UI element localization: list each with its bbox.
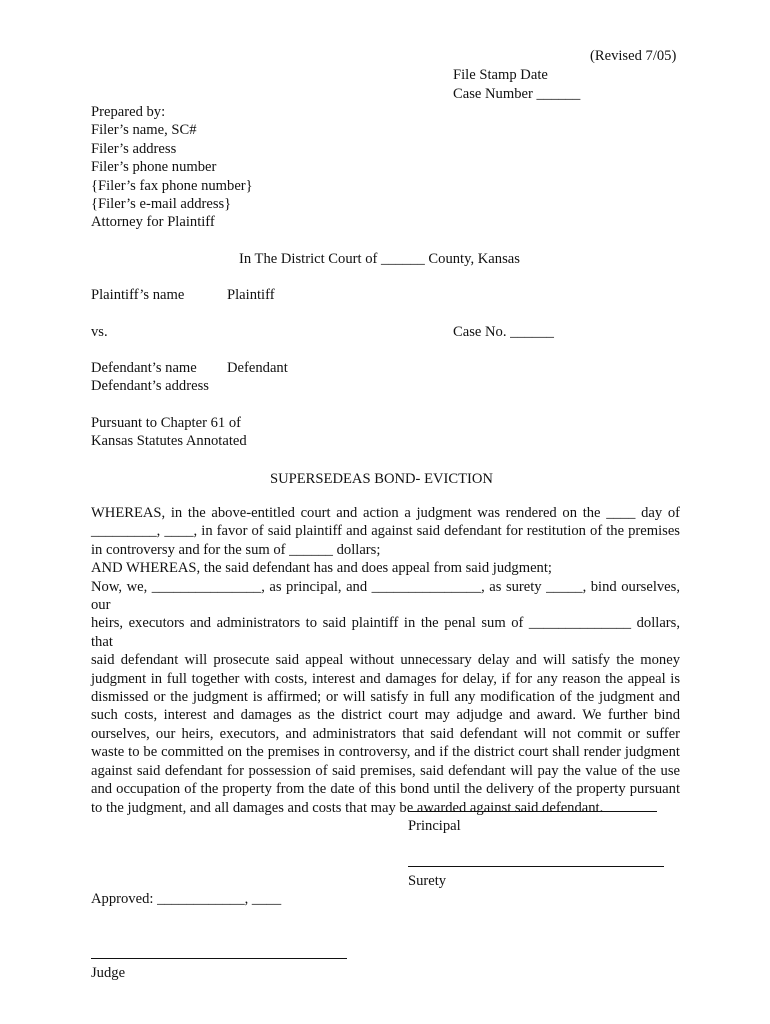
- court-title: In The District Court of ______ County, Kansas: [239, 251, 520, 267]
- body-line: WHEREAS, in the above-entitled court and action a judgment was rendered on the ____ day of: [91, 505, 680, 521]
- body-line: Now, we, _______________, as principal, and _______________, as surety _____, bind ourselves, our: [91, 578, 680, 614]
- prepared-by-block: [91, 103, 253, 232]
- attorney-for-plaintiff: Attorney for Plaintiff: [91, 214, 215, 231]
- filer-email: {Filer’s e-mail address}: [91, 196, 232, 213]
- filer-name: Filer’s name, SC#: [91, 122, 197, 139]
- judge-signature-line[interactable]: [91, 958, 347, 959]
- body-line: judgment in full together with costs, interest and damages for delay, if for any reason the appeal is: [91, 670, 680, 687]
- filer-address: Filer’s address: [91, 140, 177, 157]
- case-number-header: Case Number ______: [453, 86, 581, 102]
- body-line: and occupation of the property from the date of this bond until the delivery of the property pursuant: [91, 781, 680, 798]
- principal-signature-line[interactable]: [408, 811, 657, 812]
- body-line: AND WHEREAS, the said defendant has and does appeal from said judgment;: [91, 560, 552, 577]
- body-line: waste to be committed on the premises in controversy, and if the district court shall render judgment: [91, 744, 680, 761]
- body-line: said defendant will prosecute said appeal without unnecessary delay and will satisfy the money: [91, 652, 680, 669]
- body-line: such costs, interest and damages as the district court may adjudge and award. We further bind: [91, 707, 680, 724]
- revised-date: (Revised 7/05): [590, 48, 677, 64]
- file-stamp-date: File Stamp Date: [453, 67, 548, 83]
- case-number-caption: Case No. ______: [453, 324, 554, 340]
- filer-fax: {Filer’s fax phone number}: [91, 177, 253, 194]
- judge-label: Judge: [91, 965, 126, 981]
- body-line: dismissed or the judgment is affirmed; or will satisfy in full any modification of the judgment and: [91, 689, 680, 706]
- body-line: ourselves, our heirs, executors, and administrators that said defendant will not commit or suffer: [91, 725, 680, 742]
- plaintiff-name: Plaintiff’s name: [91, 287, 185, 303]
- surety-label: Surety: [408, 873, 447, 889]
- defendant-label: Defendant: [227, 360, 288, 376]
- statute-line-2: Kansas Statutes Annotated: [91, 433, 247, 450]
- defendant-address: Defendant’s address: [91, 378, 209, 394]
- approved-line: Approved: ____________, ____: [91, 891, 282, 907]
- bond-body: [91, 504, 680, 817]
- versus-label: vs.: [91, 324, 108, 340]
- defendant-name: Defendant’s name: [91, 360, 197, 376]
- document-title: SUPERSEDEAS BOND- EVICTION: [270, 471, 493, 487]
- prepared-by-label: Prepared by:: [91, 104, 166, 120]
- plaintiff-label: Plaintiff: [227, 287, 275, 303]
- body-line: against said defendant for possession of said premises, said defendant will pay the value of the use: [91, 762, 680, 779]
- filer-phone: Filer’s phone number: [91, 159, 217, 176]
- body-line: heirs, executors and administrators to said plaintiff in the penal sum of ______________ dollars, that: [91, 615, 680, 650]
- body-line: in controversy and for the sum of ______ dollars;: [91, 541, 381, 558]
- body-line: _________, ____, in favor of said plaintiff and against said defendant for restitution of the premises: [91, 523, 680, 540]
- body-line: to the judgment, and all damages and costs that may be awarded against said defendant.: [91, 799, 604, 816]
- statute-line-1: Pursuant to Chapter 61 of: [91, 415, 241, 431]
- principal-label: Principal: [408, 818, 461, 834]
- surety-signature-line[interactable]: [408, 866, 664, 867]
- statute-block: [91, 414, 247, 451]
